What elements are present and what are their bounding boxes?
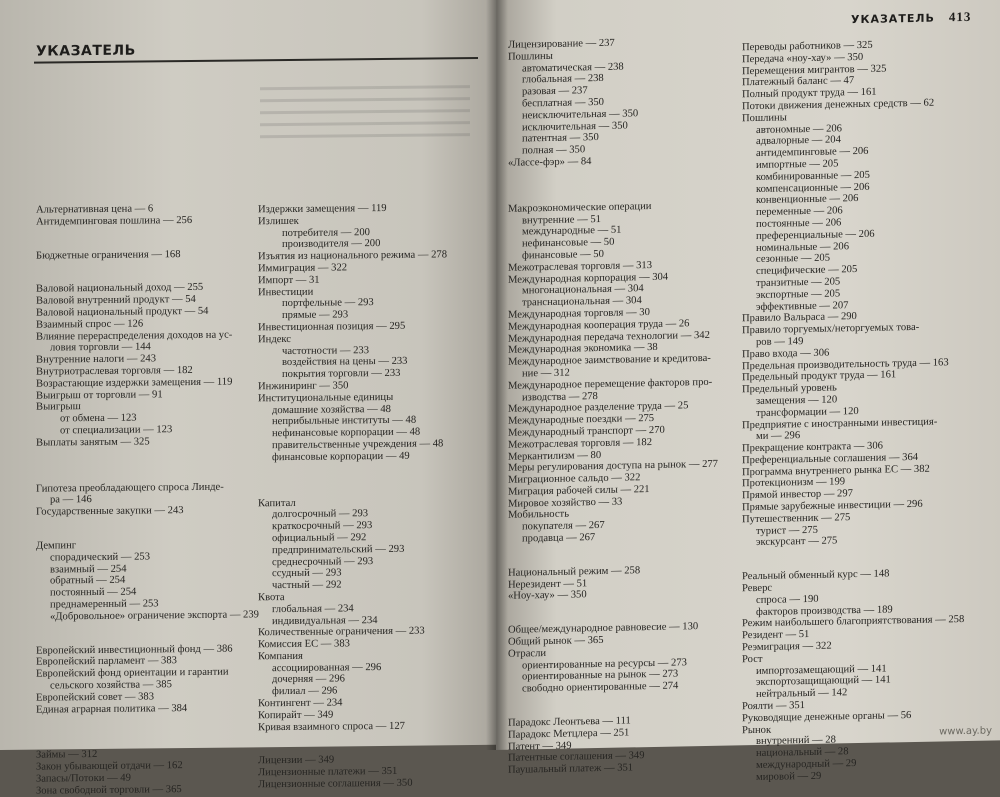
index-entry: Взаимный спрос — 126 <box>36 318 144 331</box>
index-subentry: частотности — 233 <box>282 344 370 357</box>
index-subentry: внутренний — 28 <box>756 734 836 748</box>
left-page <box>0 0 496 797</box>
index-entry: Паушальный платеж — 351 <box>508 762 634 777</box>
index-subentry: взаимный — 254 <box>50 563 127 576</box>
index-entry: Антидемпинговая пошлина — 256 <box>36 214 193 228</box>
index-subentry: среднесрочный — 293 <box>272 555 374 568</box>
index-entry: Потоки движения денежных средств — 62 <box>742 97 935 113</box>
index-entry: Международные поездки — 275 <box>508 413 655 427</box>
index-entry: Реальный обменный курс — 148 <box>742 568 890 583</box>
index-subentry: дочерняя — 296 <box>272 673 345 686</box>
index-entry: Инвестиции <box>258 286 314 298</box>
index-entry: Реэмиграция — 322 <box>742 640 832 654</box>
index-subentry: специфические — 205 <box>756 264 858 278</box>
entry-spacer <box>36 447 261 483</box>
index-entry: Квота <box>258 591 285 604</box>
index-entry: Лицензирование — 237 <box>508 37 615 51</box>
entry-spacer <box>36 714 261 750</box>
index-subentry: глобальная — 238 <box>522 73 604 86</box>
index-subentry: ориентированные на рынок — 273 <box>522 668 679 683</box>
index-entry: Отрасли <box>508 647 547 660</box>
index-entry: Зона свободной торговли — 365 <box>36 783 182 797</box>
index-entry: Выплаты занятым — 325 <box>36 436 150 449</box>
index-entry: Общий рынок — 365 <box>508 634 604 648</box>
index-subentry: переменные — 206 <box>756 205 843 219</box>
watermark: www.ay.by <box>939 725 992 738</box>
index-entry: Предельная производительность труда — 163 <box>742 356 949 372</box>
index-subentry: автономные — 206 <box>756 122 842 136</box>
index-entry: Рост <box>742 653 763 666</box>
index-entry: Миграционное сальдо — 322 <box>508 472 641 486</box>
index-subentry: автоматическая — 238 <box>522 61 624 75</box>
index-entry: Общее/международное равновесие — 130 <box>508 621 699 637</box>
index-entry: Международная корпорация — 304 <box>508 271 669 286</box>
index-entry: Переводы работников — 325 <box>742 39 873 54</box>
index-subentry: сельского хозяйства — 385 <box>50 679 172 692</box>
index-entry: Международное разделение труда — 25 <box>508 400 689 416</box>
index-entry: Валовой национальный доход — 255 <box>36 282 204 296</box>
index-entry: Правило Вальраса — 290 <box>742 311 857 325</box>
index-subentry: трансформации — 120 <box>756 405 859 419</box>
index-subentry: от обмена — 123 <box>60 412 137 425</box>
index-entry: Займы — 312 <box>36 749 98 761</box>
index-subentry: неисключительная — 350 <box>522 108 639 122</box>
index-entry: Руководящие денежные органы — 56 <box>742 709 912 725</box>
index-entry: Программа внутреннего рынка ЕС — 382 <box>742 463 930 478</box>
index-subentry: ров — 149 <box>756 336 804 348</box>
entry-spacer <box>36 260 261 284</box>
index-subentry: глобальная — 234 <box>272 602 354 615</box>
index-entry: Лицензии — 349 <box>258 754 335 767</box>
index-entry: Гипотеза преобладающего спроса Линде- <box>36 481 224 495</box>
index-subentry: правительственные учреждения — 48 <box>272 438 444 452</box>
index-entry: Полный продукт труда — 161 <box>742 86 877 101</box>
index-entry: Европейский совет — 383 <box>36 691 154 704</box>
index-subentry: продавца — 267 <box>522 532 596 545</box>
index-subentry: спроса — 190 <box>756 593 819 606</box>
entry-spacer <box>258 731 483 755</box>
index-subentry: внутренние — 51 <box>522 213 601 227</box>
index-entry: Инжиниринг — 350 <box>258 380 349 393</box>
index-subentry: национальный — 28 <box>756 746 849 760</box>
index-entry: Право входа — 306 <box>742 347 830 360</box>
index-entry: Изъятия из национального режима — 278 <box>258 249 448 263</box>
index-entry: Компания <box>258 650 303 663</box>
index-entry: Международная передача технологии — 342 <box>508 329 710 345</box>
index-entry: Нерезидент — 51 <box>508 577 588 591</box>
index-subentry: бесплатная — 350 <box>522 96 604 110</box>
index-subentry: экспортозащищающий — 141 <box>756 674 891 689</box>
index-entry: Возрастающие издержки замещения — 119 <box>36 376 233 390</box>
index-entry: Мировое хозяйство — 33 <box>508 496 623 510</box>
index-subentry: обратный — 254 <box>50 575 126 587</box>
index-header-title: УКАЗАТЕЛЬ <box>36 42 136 60</box>
index-entry: Иммиграция — 322 <box>258 262 348 275</box>
index-subentry: сезонные — 205 <box>756 252 831 266</box>
index-subentry: индивидуальная — 234 <box>272 614 378 627</box>
index-subentry: портфельные — 293 <box>282 297 374 310</box>
index-subentry: свободно ориентированные — 274 <box>522 680 679 695</box>
book-gutter <box>486 0 508 750</box>
index-subentry: «Добровольное» ограничение экспорта — 239 <box>50 609 259 623</box>
index-entry: Прекращение контракта — 306 <box>742 440 883 455</box>
index-entry: Валовой внутренний продукт — 54 <box>36 294 196 307</box>
index-subentry: частный — 292 <box>272 579 342 592</box>
entry-spacer <box>36 621 261 645</box>
running-head <box>851 9 971 27</box>
index-entry: Прямой инвестор — 297 <box>742 488 853 502</box>
index-entry: Меры регулирования доступа на рынок — 277 <box>508 459 718 475</box>
index-subentry: турист — 275 <box>756 524 818 537</box>
index-entry: Резидент — 51 <box>742 629 810 642</box>
index-entry: Издержки замещения — 119 <box>258 202 387 216</box>
index-entry: «Ноу-хау» — 350 <box>508 589 587 603</box>
index-entry: Парадокс Леонтьева — 111 <box>508 715 631 729</box>
index-entry: Запасы/Потоки — 49 <box>36 772 131 785</box>
index-subentry: финансовые корпорации — 49 <box>272 450 410 463</box>
index-entry: Валовой национальный продукт — 54 <box>36 305 209 319</box>
index-entry: Реверс <box>742 582 773 595</box>
index-subentry: транснациональная — 304 <box>522 295 642 309</box>
index-subentry: многонациональная — 304 <box>522 283 644 297</box>
index-subentry: ми — 296 <box>756 430 801 443</box>
index-entry: «Лассе-фэр» — 84 <box>508 156 592 169</box>
index-entry: Меркантилизм — 80 <box>508 449 602 463</box>
index-entry: Путешественник — 275 <box>742 512 851 526</box>
index-entry: Влияние перераспределения доходов на ус- <box>36 329 233 343</box>
index-subentry: нефинансовые — 50 <box>522 236 615 250</box>
index-subentry: ловия торговли — 144 <box>50 341 151 354</box>
index-subentry: от специализации — 123 <box>60 424 173 437</box>
index-subentry: мировой — 29 <box>756 770 822 783</box>
index-subentry: импортные — 205 <box>756 158 839 171</box>
index-entry: Роялти — 351 <box>742 700 805 713</box>
index-entry: Предельный продукт труда — 161 <box>742 369 897 384</box>
index-subentry: ссудный — 293 <box>272 567 342 580</box>
running-head-title: УКАЗАТЕЛЬ <box>851 11 935 27</box>
entry-spacer <box>258 461 483 497</box>
index-subentry: краткосрочный — 293 <box>272 520 373 533</box>
index-entry: Выигрыш от торговли — 91 <box>36 388 163 402</box>
index-subentry: финансовые — 50 <box>522 248 604 262</box>
bleed-through-text <box>260 85 470 167</box>
index-entry: Платежный баланс — 47 <box>742 75 855 89</box>
index-entry: Копирайт — 349 <box>258 709 334 722</box>
index-entry: Лицензионные соглашения — 350 <box>258 777 413 791</box>
index-subentry: воздействия на цены — 233 <box>282 356 408 369</box>
index-entry: Предельный уровень <box>742 382 837 396</box>
index-subentry: адвалорные — 204 <box>756 134 841 148</box>
index-subentry: филиал — 296 <box>272 685 338 698</box>
entry-spacer <box>36 226 261 250</box>
index-entry: Импорт — 31 <box>258 274 320 287</box>
index-subentry: международные — 51 <box>522 224 622 238</box>
index-entry: Пошлины <box>508 50 553 63</box>
index-subentry: экскурсант — 275 <box>756 535 838 549</box>
index-entry: Перемещения мигрантов — 325 <box>742 63 887 77</box>
index-entry: Инвестиционная позиция — 295 <box>258 320 406 334</box>
right-page <box>496 0 1000 783</box>
index-entry: Патентные соглашения — 349 <box>508 750 645 765</box>
index-subentry: потребителя — 200 <box>282 226 370 239</box>
index-entry: Международный транспорт — 270 <box>508 424 665 439</box>
index-entry: Мобильность <box>508 509 570 522</box>
index-subentry: полная — 350 <box>522 144 586 157</box>
index-entry: Бюджетные ограничения — 168 <box>36 248 181 262</box>
index-entry: Количественные ограничения — 233 <box>258 625 425 639</box>
index-entry: Преференциальные соглашения — 364 <box>742 451 919 467</box>
index-entry: Международное заимствование и кредитова- <box>508 353 711 368</box>
index-entry: Индекс <box>258 333 291 346</box>
index-subentry: покупателя — 267 <box>522 520 605 533</box>
index-subentry: разовая — 237 <box>522 85 588 98</box>
index-entry: Европейский парламент — 383 <box>36 655 177 668</box>
index-subentry: ра — 146 <box>50 494 92 506</box>
index-entry: Патент — 349 <box>508 740 572 753</box>
index-entry: Лицензионные платежи — 351 <box>258 766 398 779</box>
index-subentry: конвенционные — 206 <box>756 193 859 207</box>
index-entry: Европейский инвестиционный фонд — 386 <box>36 643 233 657</box>
index-subentry: патентная — 350 <box>522 132 599 145</box>
index-entry: Протекционизм — 199 <box>742 476 846 490</box>
index-subentry: домашние хозяйства — 48 <box>272 403 391 416</box>
index-entry: Закон убывающей отдачи — 162 <box>36 760 183 773</box>
index-entry: Внутриотраслевая торговля — 182 <box>36 364 193 378</box>
index-entry: Выигрыш <box>36 401 81 413</box>
index-subentry: изводства — 278 <box>522 390 598 404</box>
index-entry: Кривая взаимного спроса — 127 <box>258 720 405 733</box>
index-entry: Институциональные единицы <box>258 391 394 405</box>
index-subentry: эффективные — 207 <box>756 299 849 313</box>
index-subentry: постоянный — 254 <box>50 586 137 599</box>
index-entry: Межотраслевая торговля — 182 <box>508 436 652 451</box>
index-subentry: экспортные — 205 <box>756 288 841 301</box>
index-entry: Межотраслевая торговля — 313 <box>508 259 652 274</box>
index-subentry: ассоциированная — 296 <box>272 661 382 674</box>
index-entry: Режим наибольшего благоприятствования — 258 <box>742 614 965 630</box>
index-subentry: долгосрочный — 293 <box>272 508 369 521</box>
index-subentry: предпринимательский — 293 <box>272 543 405 556</box>
index-entry: Предприятие с иностранными инвестиция- <box>742 416 938 431</box>
index-subentry: преднамеренный — 253 <box>50 598 159 611</box>
index-entry: Рынок <box>742 724 772 736</box>
index-subentry: замещения — 120 <box>756 394 838 407</box>
index-subentry: спорадический — 253 <box>50 551 150 564</box>
left-index-column-2 <box>258 202 483 791</box>
index-entry: Внутренние налоги — 243 <box>36 353 156 366</box>
index-entry: Капитал <box>258 497 296 509</box>
index-entry: Государственные закупки — 243 <box>36 505 184 518</box>
index-entry: Национальный режим — 258 <box>508 565 641 579</box>
index-entry: Излишек <box>258 215 299 228</box>
index-subentry: официальный — 292 <box>272 532 367 545</box>
index-subentry: исключительная — 350 <box>522 120 628 134</box>
index-subentry: нейтральный — 142 <box>756 687 848 701</box>
index-entry: Демпинг <box>36 540 77 552</box>
index-entry: Миграция рабочей силы — 221 <box>508 483 650 498</box>
entry-spacer <box>508 165 743 204</box>
index-entry: Комиссия ЕС — 383 <box>258 638 350 651</box>
index-entry: Альтернативная цена — 6 <box>36 203 154 216</box>
index-entry: Европейский фонд ориентации и гарантии <box>36 666 229 680</box>
index-subentry: неприбыльные институты — 48 <box>272 414 417 428</box>
index-subentry: нефинансовые корпорации — 48 <box>272 426 421 440</box>
index-subentry: компенсационные — 206 <box>756 181 870 195</box>
index-subentry: производителя — 200 <box>282 238 381 251</box>
left-index-column-1 <box>36 202 261 797</box>
index-entry: Передача «ноу-хау» — 350 <box>742 51 864 66</box>
index-entry: Международная экономика — 38 <box>508 342 658 357</box>
index-subentry: ние — 312 <box>522 367 570 380</box>
index-subentry: антидемпинговые — 206 <box>756 146 869 160</box>
index-entry: Правило торгуемых/неторгуемых това- <box>742 321 920 337</box>
index-entry: Международная торговля — 30 <box>508 306 650 321</box>
right-index-column-2 <box>742 37 992 783</box>
index-subentry: комбинированные — 205 <box>756 169 870 183</box>
index-entry: Макроэкономические операции <box>508 200 652 215</box>
index-subentry: покрытия торговли — 233 <box>282 367 401 381</box>
index-subentry: международный — 29 <box>756 758 857 772</box>
index-entry: Контингент — 234 <box>258 697 343 710</box>
index-subentry: постоянные — 206 <box>756 217 842 230</box>
index-entry: Единая аграрная политика — 384 <box>36 702 188 716</box>
index-entry: Международное перемещение факторов про- <box>508 376 713 392</box>
index-subentry: номинальные — 206 <box>756 240 849 254</box>
right-index-column-1 <box>508 35 743 777</box>
entry-spacer <box>36 516 261 540</box>
page-number: 413 <box>948 8 972 25</box>
index-entry: Парадокс Метцлера — 251 <box>508 727 630 741</box>
index-subentry: факторов производства — 189 <box>756 604 893 618</box>
index-entry: Международная кооперация труда — 26 <box>508 318 690 333</box>
index-subentry: ориентированные на ресурсы — 273 <box>522 656 687 672</box>
index-entry: Прямые зарубежные инвестиции — 296 <box>742 498 923 514</box>
index-entry: Пошлины <box>742 112 787 125</box>
index-subentry: импортозамещающий — 141 <box>756 663 887 677</box>
index-subentry: транзитные — 205 <box>756 276 841 289</box>
index-subentry: преференциальные — 206 <box>756 228 875 242</box>
index-subentry: прямые — 293 <box>282 309 349 322</box>
